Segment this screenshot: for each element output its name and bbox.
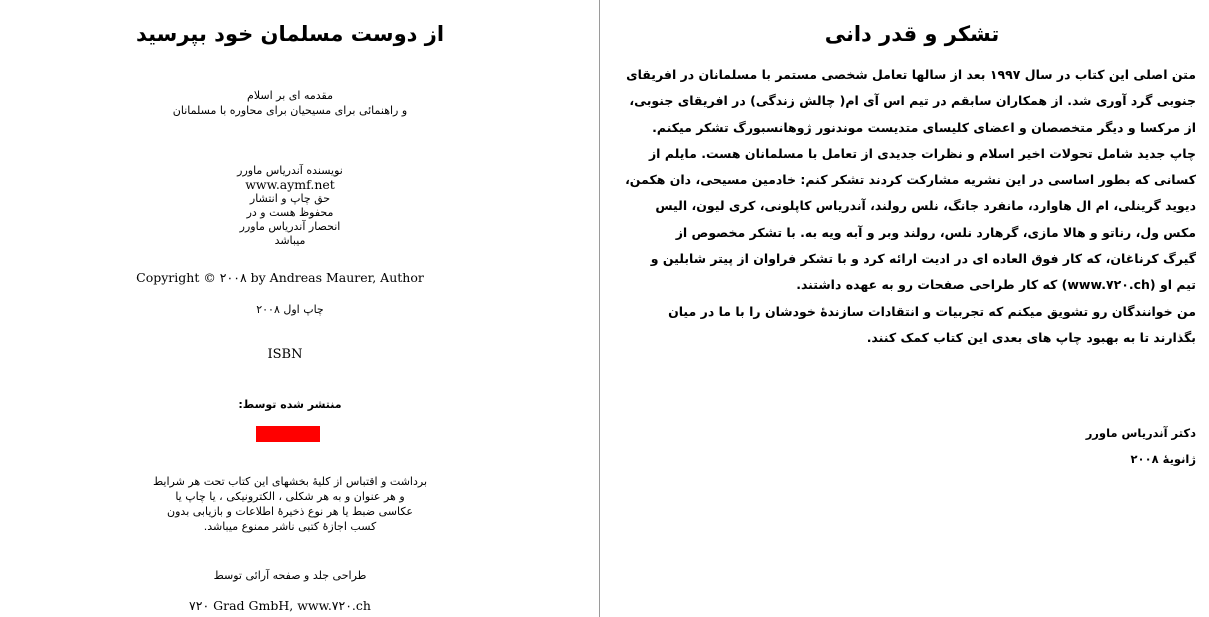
- body-line: تیم او (www.۷۲۰.ch) که کار طراحی صفحات رو به عهده داشتند.: [796, 277, 1196, 293]
- notice-line: کسب اجازهٔ کتبی ناشر ممنوع میباشد.: [203, 520, 377, 533]
- body-line: بگذارند تا به بهبود چاپ های بعدی این کتاب کمک کنند.: [866, 329, 1196, 345]
- body-line: دیوید گرینلی، ام ال هاوارد، مانفرد جانگ، نلس رولند، آندریاس کاپلونی، کری لیون، الیس: [655, 198, 1196, 214]
- publisher-placeholder-box: [256, 426, 320, 442]
- subtitle-line: و راهنمائی برای مسیحیان برای محاوره با مسلمانان: [172, 104, 408, 117]
- notice-line: و هر عنوان و به هر شکلی ، الکترونیکی ، یا چاپ یا: [175, 490, 405, 503]
- rights-line: حق چاپ و انتشار: [249, 192, 331, 205]
- body-line: مکس ول، رناتو و هالا مازی، گرهارد نلس، رولند وبر و آبه ویه به. با تشکر مخصوص از: [675, 224, 1196, 240]
- body-line: متن اصلی این کتاب در سال ۱۹۹۷ بعد از سالها تعامل شخصی مستمر با مسلمانان در افریقای: [626, 67, 1196, 82]
- acknowledgement-body: [625, 62, 1196, 351]
- publisher-label: منتشر شده توسط:: [238, 398, 342, 411]
- body-line: از مرکسا و دیگر متخصصان و اعضای کلیسای متدیست موندنور ژوهانسبورگ تشکر میکنم.: [652, 119, 1196, 135]
- publisher-label-block: [0, 397, 580, 412]
- copyright-notice: Copyright © ۲۰۰۸ by Andreas Maurer, Author: [136, 270, 424, 285]
- body-line: گیرگ کرناغان، که کار فوق العاده ای در ادیت ارائه کرد و با تشکر فراوان از پیتر شابلین و: [650, 251, 1196, 267]
- body-line: کسانی که بطور اساسی در این نشریه مشارکت کردند تشکر کنم: خادمین مسیحی، دان هکمن،: [625, 172, 1196, 188]
- subtitle-block: [0, 88, 580, 118]
- author-website: www.aymf.net: [245, 177, 335, 192]
- reproduction-notice: [0, 474, 580, 534]
- acknowledgement-title: تشکر و قدر دانی: [824, 22, 1000, 46]
- body-line: چاپ جدید شامل تحولات اخیر اسلام و نظرات جدیدی از تعامل با مسلمانان هست. مایلم از: [648, 145, 1196, 161]
- signature-date: ژانویهٔ ۲۰۰۸: [1130, 452, 1196, 466]
- book-title: از دوست مسلمان خود بپرسید: [135, 22, 445, 46]
- design-company: ۷۲۰ Grad GmbH, www.۷۲۰.ch: [189, 598, 371, 613]
- author-name: نویسنده آندریاس ماورر: [237, 164, 343, 177]
- author-block: [0, 164, 580, 248]
- body-line: من خوانندگان رو تشویق میکنم که تجربیات و انتقادات سازندهٔ خودشان را با ما در میان: [668, 303, 1196, 319]
- design-credit-block: [0, 568, 580, 583]
- subtitle-line: مقدمه ای بر اسلام: [247, 89, 333, 102]
- notice-line: عکاسی ضبط یا هر نوع ذخیرهٔ اطلاعات و بازیابی بدون: [167, 505, 413, 518]
- edition-line: [0, 302, 580, 317]
- isbn-label: ISBN: [267, 347, 303, 362]
- right-page: [600, 0, 1209, 617]
- signature-name: دکتر آندریاس ماورر: [1085, 426, 1196, 440]
- left-page: [0, 0, 599, 617]
- edition-text: چاپ اول ۲۰۰۸: [256, 303, 324, 316]
- body-line: جنوبی گرد آوری شد. از همکاران سابقم در تیم اس آی ام( چالش زندگی) در افریقای جنوبی،: [629, 93, 1196, 109]
- notice-line: برداشت و اقتباس از کلیهٔ بخشهای این کتاب تحت هر شرایط: [152, 475, 428, 488]
- rights-line: محفوظ هست و در: [246, 206, 334, 219]
- rights-line: انحصار آندریاس ماورر: [239, 220, 341, 233]
- design-credit: طراحی جلد و صفحه آرائی توسط: [213, 569, 367, 582]
- rights-line: میباشد: [274, 234, 306, 247]
